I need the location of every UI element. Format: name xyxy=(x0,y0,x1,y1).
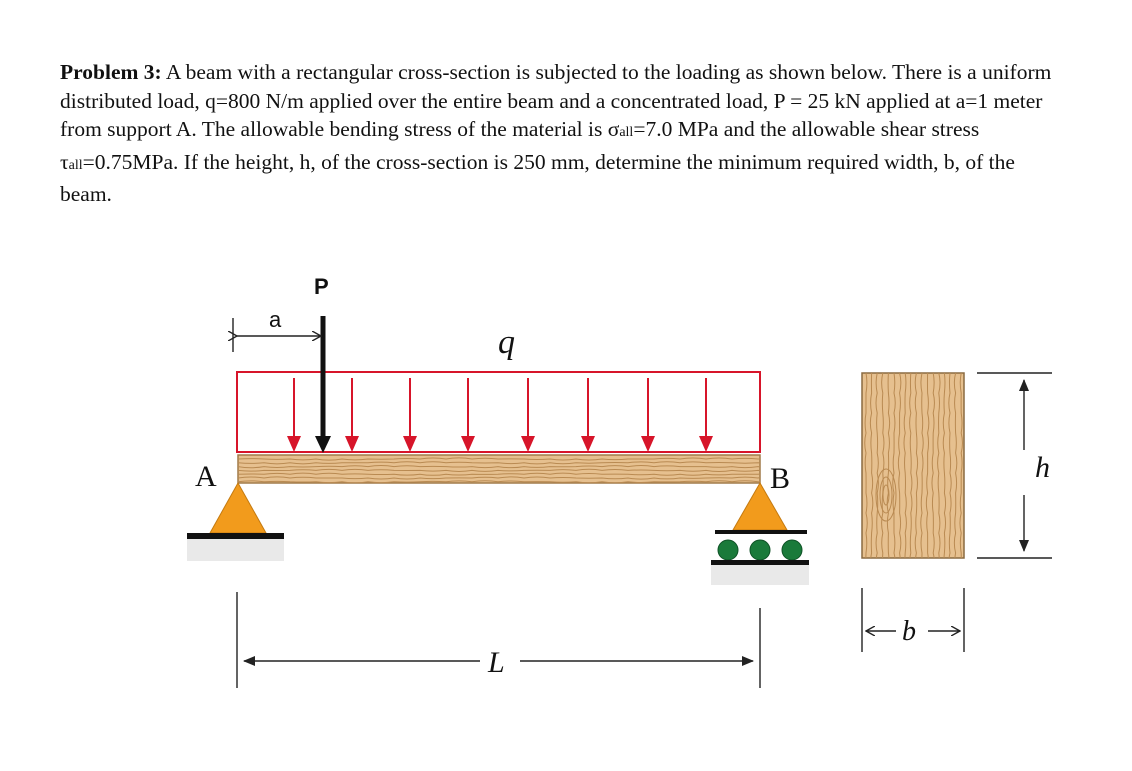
label-q: q xyxy=(498,324,515,361)
load-envelope xyxy=(237,372,760,452)
label-l: L xyxy=(488,646,505,679)
label-a: a xyxy=(269,307,282,332)
support-a-pin xyxy=(187,483,284,561)
load-arrow-head xyxy=(521,436,535,452)
label-support-a: A xyxy=(195,460,217,493)
load-arrow-head xyxy=(345,436,359,452)
load-arrow-head xyxy=(581,436,595,452)
label-support-b: B xyxy=(770,462,791,495)
cross-section xyxy=(862,373,964,573)
load-arrow-head xyxy=(699,436,713,452)
problem-label: Problem 3: xyxy=(60,60,162,84)
sigma-subscript: all xyxy=(619,125,634,140)
load-arrow-head xyxy=(641,436,655,452)
problem-text-part-3: =0.75MPa. If the height, h, of the cross-section is 250 mm, determine the minimum required width, b, of the beam. xyxy=(60,149,1015,206)
load-arrow-head xyxy=(403,436,417,452)
load-arrow-head xyxy=(461,436,475,452)
distributed-load-q xyxy=(237,372,760,452)
beam xyxy=(238,455,784,483)
label-p: P xyxy=(314,274,329,299)
tau-subscript: all xyxy=(68,157,83,173)
label-h: h xyxy=(1035,451,1050,484)
load-arrows xyxy=(287,378,713,452)
load-arrow-head xyxy=(287,436,301,452)
problem-text-part-1: A beam with a rectangular cross-section is subjected to the loading as shown below. There is a uniform distributed load, q=800 N/m applied over the entire beam and a concentrated load, P = 25 kN applied at a=1 meter from support A. The allowable bending stress of the material is σ xyxy=(60,60,1052,141)
label-b: b xyxy=(902,616,916,647)
problem-text-part-2: =7.0 MPa and the allowable shear stress τ xyxy=(60,117,980,174)
support-b-roller xyxy=(711,483,809,585)
